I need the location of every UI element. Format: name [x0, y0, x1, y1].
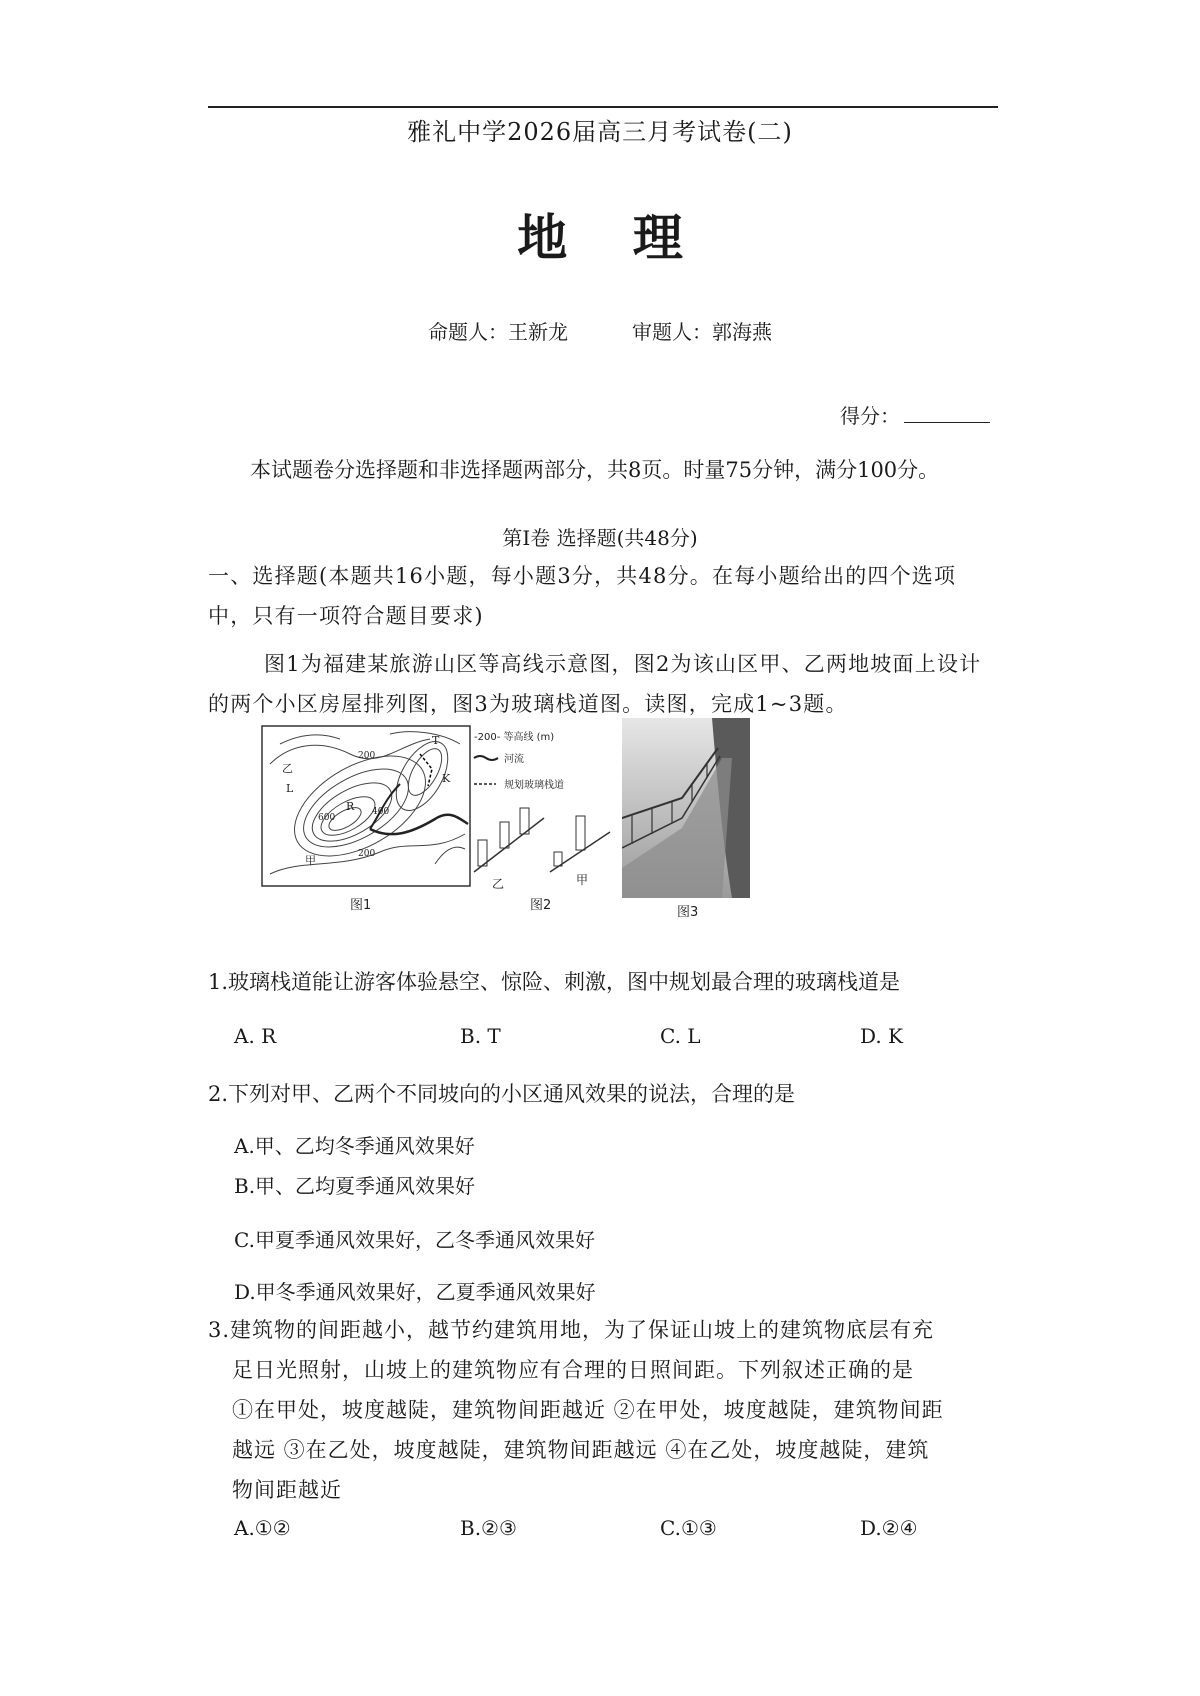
question-1-stem: 1.玻璃栈道能让游客体验悬空、惊险、刺激，图中规划最合理的玻璃栈道是 — [208, 970, 901, 994]
part-title: 第Ⅰ卷 选择题(共48分) — [502, 526, 698, 550]
q3-option-b[interactable]: B.②③ — [460, 1516, 517, 1540]
score-label: 得分： — [840, 404, 900, 428]
q2-option-c[interactable]: C.甲夏季通风效果好，乙冬季通风效果好 — [234, 1228, 595, 1252]
intro-line2: 的两个小区房屋排列图，图3为玻璃栈道图。读图，完成1~3题。 — [208, 692, 848, 716]
point-R: R — [346, 800, 355, 813]
setter: 命题人：王新龙 — [428, 320, 568, 344]
subject-title: 地 理 — [517, 209, 707, 267]
question-intro — [208, 644, 998, 724]
instruction: 本试题卷分选择题和非选择题两部分，共8页。时量75分钟，满分100分。 — [250, 458, 940, 482]
q3-option-a[interactable]: A.①② — [234, 1516, 291, 1540]
reviewer: 审题人：郭海燕 — [632, 320, 772, 344]
q3-line-4: 越远 ③在乙处，坡度越陡，建筑物间距越远 ④在乙处，坡度越陡，建筑 — [232, 1438, 930, 1462]
q3-line-1: 3.建筑物的间距越小，越节约建筑用地，为了保证山坡上的建筑物底层有充 — [208, 1318, 935, 1342]
figure-2-caption: 图2 — [530, 898, 552, 913]
point-L: L — [286, 782, 294, 795]
point-T: T — [432, 734, 440, 747]
figure-1-caption: 图1 — [350, 898, 372, 913]
section-title — [208, 556, 998, 636]
map-legend — [474, 730, 564, 791]
score-blank — [904, 404, 990, 423]
q1-option-a[interactable]: A. R — [234, 1024, 277, 1048]
contour-label-400: 400 — [372, 807, 390, 817]
q1-option-d[interactable]: D. K — [860, 1024, 903, 1048]
question-2-stem: 2.下列对甲、乙两个不同坡向的小区通风效果的说法，合理的是 — [208, 1082, 796, 1106]
top-rule — [208, 106, 998, 108]
legend-river: 河流 — [504, 754, 524, 765]
building-yi-2 — [500, 822, 509, 848]
q3-line-2: 足日光照射，山坡上的建筑物应有合理的日照间距。下列叙述正确的是 — [232, 1358, 914, 1382]
section-title-line1: 一、选择题(本题共16小题，每小题3分，共48分。在每小题给出的四个选项 — [208, 564, 957, 588]
point-yi: 乙 — [282, 762, 293, 775]
contour-label-200-bottom: 200 — [358, 849, 376, 859]
figure-3-caption: 图3 — [677, 905, 699, 920]
legend-river-symbol — [474, 756, 498, 760]
figure-2-building-arrangement — [470, 790, 620, 920]
figure-3-glass-walkway-photo — [622, 718, 752, 923]
q1-option-b[interactable]: B. T — [460, 1024, 501, 1048]
q2-option-b[interactable]: B.甲、乙均夏季通风效果好 — [234, 1174, 476, 1198]
authors-line — [0, 316, 1200, 345]
q2-option-a[interactable]: A.甲、乙均冬季通风效果好 — [234, 1134, 475, 1158]
q3-option-d[interactable]: D.②④ — [860, 1516, 918, 1540]
q1-option-c[interactable]: C. L — [660, 1024, 701, 1048]
exam-title: 雅礼中学2026届高三月考试卷(二) — [407, 118, 793, 146]
contour-label-600: 600 — [318, 813, 336, 823]
label-jia: 甲 — [576, 873, 589, 887]
question-3 — [208, 1310, 998, 1510]
label-yi: 乙 — [492, 877, 505, 891]
building-jia-2 — [576, 816, 585, 850]
q3-option-c[interactable]: C.①③ — [660, 1516, 717, 1540]
point-K: K — [442, 772, 451, 785]
contour-label-200-top: 200 — [358, 751, 376, 761]
legend-walkway: 规划玻璃栈道 — [504, 780, 564, 791]
legend-contour: -200- 等高线 (m) — [474, 732, 555, 743]
score-field — [840, 400, 990, 429]
q2-option-d[interactable]: D.甲冬季通风效果好，乙夏季通风效果好 — [234, 1280, 596, 1304]
intro-line1: 图1为福建某旅游山区等高线示意图，图2为该山区甲、乙两地坡面上设计 — [264, 652, 982, 676]
q3-line-5: 物间距越近 — [232, 1478, 342, 1502]
point-jia: 甲 — [305, 854, 316, 867]
q3-line-3: ①在甲处，坡度越陡，建筑物间距越近 ②在甲处，坡度越陡，建筑物间距 — [232, 1398, 944, 1422]
section-title-line2: 中，只有一项符合题目要求) — [208, 604, 484, 628]
